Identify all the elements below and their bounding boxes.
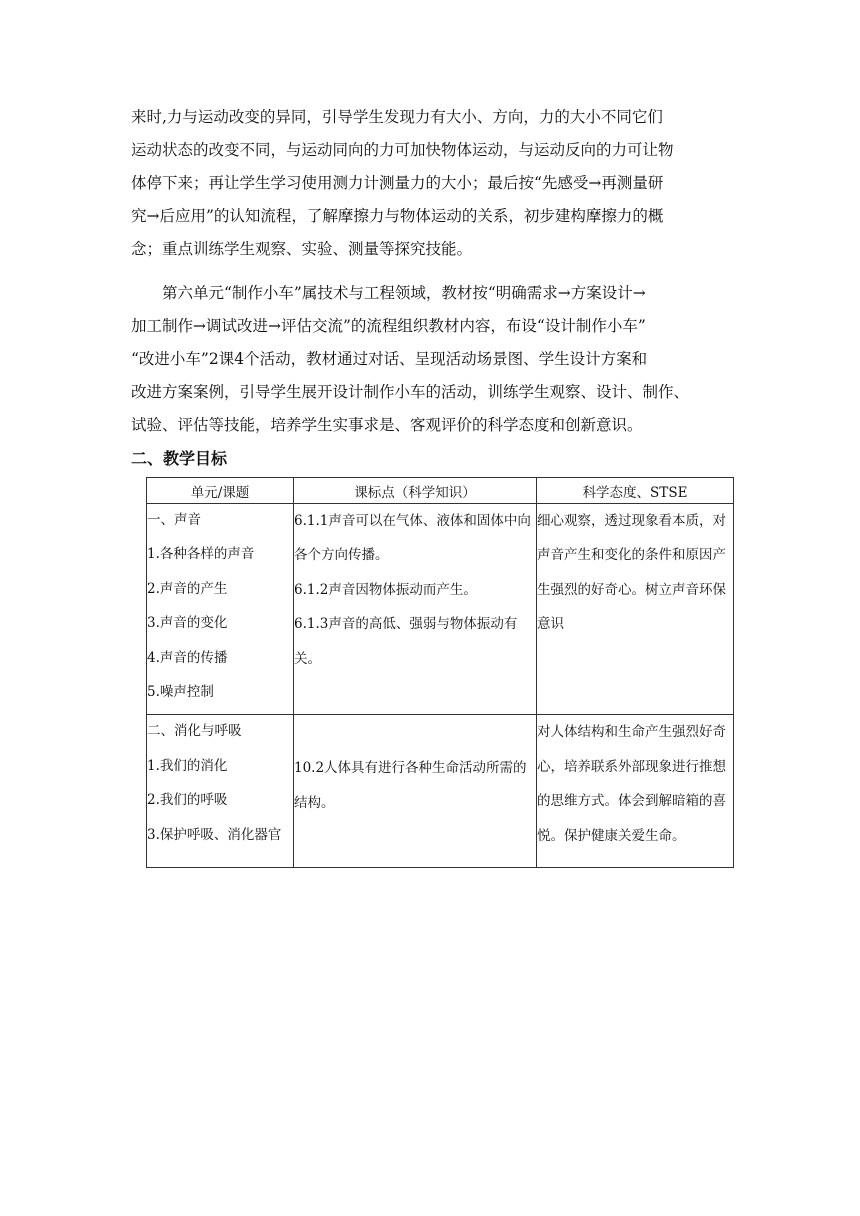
text-line: “改进小车”2课4个活动，教材通过对话、呈现活动场景图、学生设计方案和 xyxy=(131,350,648,368)
lesson-item: 4.声音的传播 xyxy=(147,649,228,666)
text-line: 试验、评估等技能，培养学生实事求是、客观评价的科学态度和创新意识。 xyxy=(131,416,643,434)
text-line: 来时,力与运动改变的异同，引导学生发现力有大小、方向，力的大小不同它们 xyxy=(131,108,663,126)
standard-item: 6.1.3声音的高低、强弱与物体振动有关。 xyxy=(294,616,518,667)
header-unit: 单元/课题 xyxy=(147,478,294,504)
attitude-text: 对人体结构和生命产生强烈好奇心，培养联系外部现象进行推想的思维方式。体会到解暗箱的喜悦。保护健康关爱生命。 xyxy=(537,724,726,844)
teaching-goals-table xyxy=(146,477,734,868)
attitude-text: 细心观察，透过现象看本质，对声音产生和变化的条件和原因产生强烈的好奇心。树立声音环保意识 xyxy=(537,513,726,633)
lesson-item: 1.各种各样的声音 xyxy=(147,546,255,563)
paragraph-unit-six xyxy=(131,277,741,442)
lesson-item: 3.保护呼吸、消化器官 xyxy=(147,826,282,843)
text-line: 体停下来；再让学生学习使用测力计测量力的大小；最后按“先感受→再测量研 xyxy=(131,174,664,192)
lesson-item: 1.我们的消化 xyxy=(147,757,228,774)
section-heading: 二、教学目标 xyxy=(131,449,228,468)
table-row xyxy=(147,715,734,868)
standard-cell xyxy=(294,504,537,715)
text-line: 念；重点训练学生观察、实验、测量等探究技能。 xyxy=(131,240,473,258)
standard-item: 6.1.2声音因物体振动而产生。 xyxy=(294,581,477,598)
standard-item: 6.1.1声音可以在气体、液体和固体中向各个方向传播。 xyxy=(294,513,531,564)
standard-cell xyxy=(294,715,537,868)
text-line: 运动状态的改变不同，与运动同向的力可加快物体运动，与运动反向的力可让物 xyxy=(131,141,674,159)
text-line: 加工制作→调试改进→评估交流”的流程组织教材内容，布设“设计制作小车” xyxy=(131,317,646,335)
text-line: 改进方案案例，引导学生展开设计制作小车的活动，训练学生观察、设计、制作、 xyxy=(131,383,690,401)
lesson-item: 3.声音的变化 xyxy=(147,615,228,632)
header-attitude: 科学态度、STSE xyxy=(537,478,734,504)
attitude-cell xyxy=(537,504,734,715)
paragraph-force-unit xyxy=(131,101,741,266)
text-line: 究→后应用”的认知流程，了解摩擦力与物体运动的关系，初步建构摩擦力的概 xyxy=(131,207,664,225)
unit-title: 一、声音 xyxy=(147,512,201,528)
lesson-item: 2.我们的呼吸 xyxy=(147,792,228,809)
unit-title: 二、消化与呼吸 xyxy=(147,723,242,740)
lesson-item: 2.声音的产生 xyxy=(147,580,228,597)
table-header-row xyxy=(147,478,734,504)
unit-cell xyxy=(147,715,294,868)
text-line: 第六单元“制作小车”属技术与工程领域，教材按“明确需求→方案设计→ xyxy=(162,284,646,302)
table-row xyxy=(147,504,734,715)
attitude-cell xyxy=(537,715,734,868)
unit-cell xyxy=(147,504,294,715)
header-standard: 课标点（科学知识） xyxy=(294,478,537,504)
lesson-item: 5.噪声控制 xyxy=(147,683,214,700)
standard-item: 10.2人体具有进行各种生命活动所需的结构。 xyxy=(294,760,527,811)
